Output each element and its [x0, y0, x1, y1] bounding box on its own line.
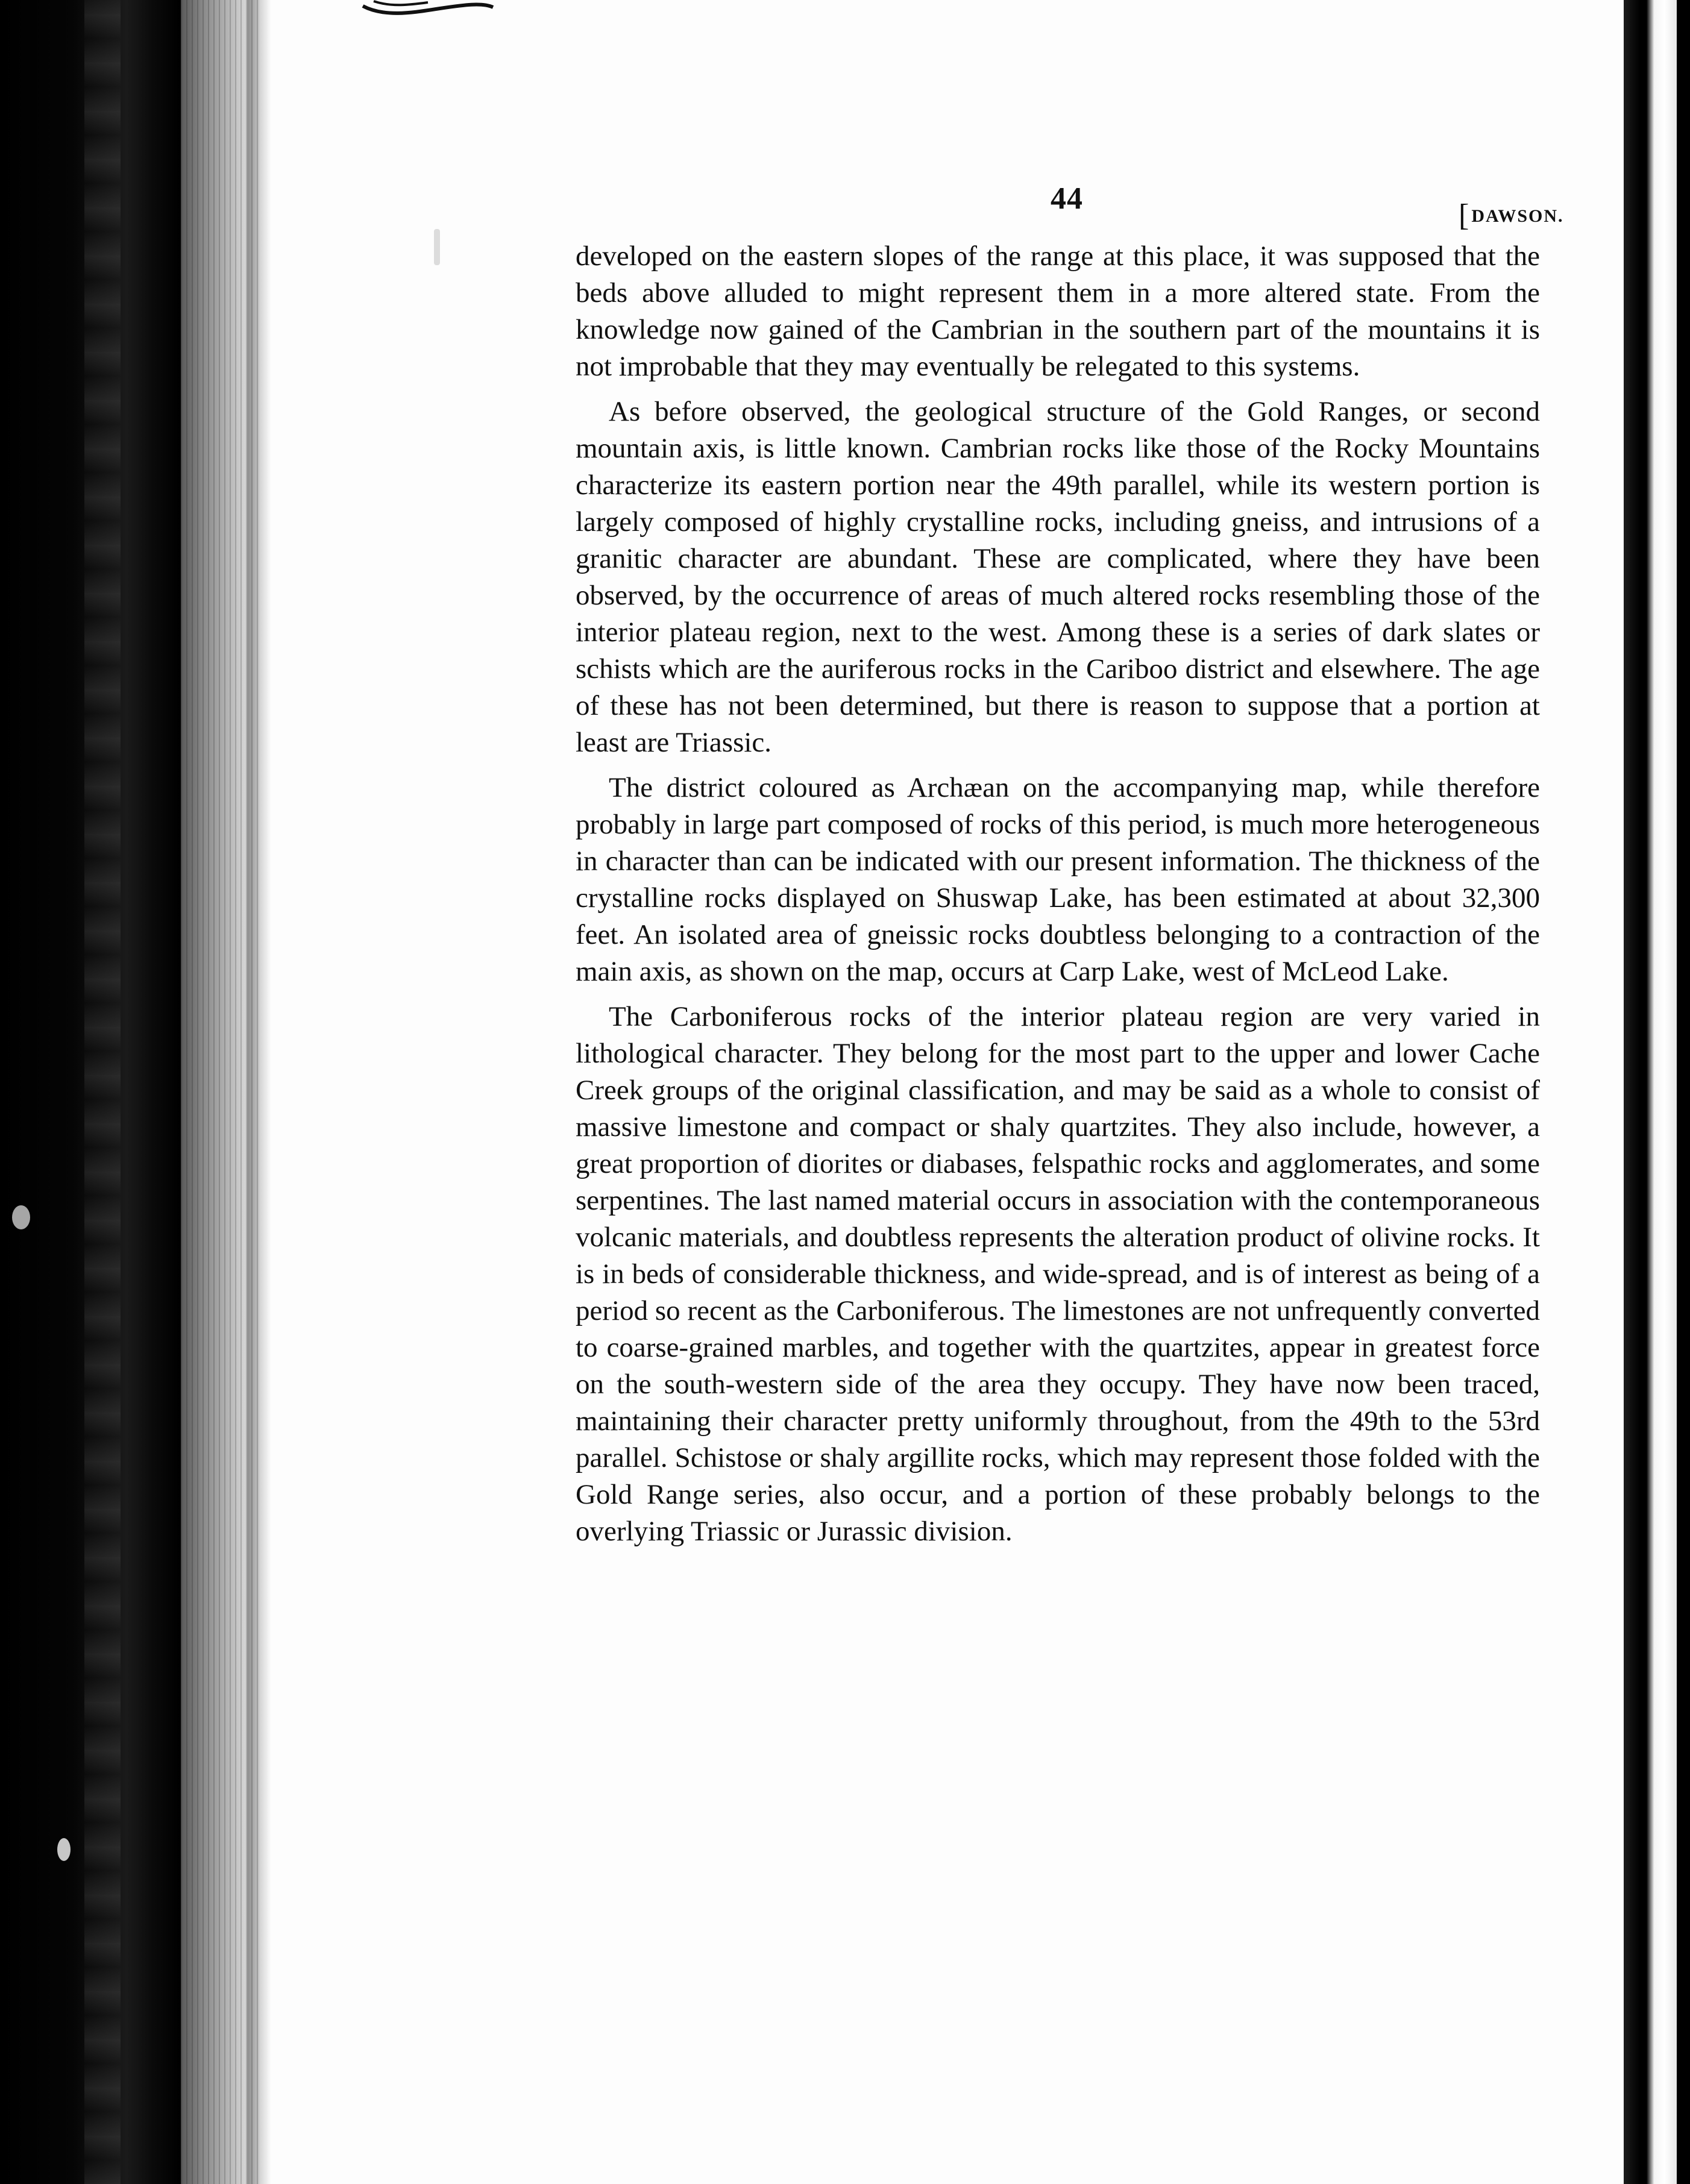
paragraph: developed on the eastern slopes of the range at this place, it was supposed that the beds above alluded to might represent them in a more altered state. From the knowledge now gained of the Cambrian in the southern part of the mountains it is not improbable that they may eventually be relegated to this systems. — [576, 240, 1540, 382]
bracket-glyph: [ — [1459, 198, 1471, 233]
body-text — [576, 238, 1540, 1558]
running-head-text: DAWSON. — [1471, 206, 1564, 226]
paragraph: The Carboniferous rocks of the interior plateau region are very varied in lithological character. They belong for the most part to the upper and lower Cache Creek groups of the original classification, and may be said as a whole to consist of massive limestone and compact or shaly quartzites. They also include, however, a great proportion of diorites or diabases, felspathic rocks and agglomerates, and some serpentines. The last named material occurs in association with the contemporaneous volcanic materials, and doubtless represents the alteration product of olivine rocks. It is in beds of considerable thickness, and wide-spread, and is of interest as being of a period so recent as the Carboniferous. The limestones are not unfrequently converted to coarse-grained marbles, and together with the quartzites, appear in greatest force on the south-western side of the area they occupy. They have now been traced, maintaining their character pretty uniformly throughout, from the 49th to the 53rd parallel. Schistose or shaly argillite rocks, which may represent those folded with the Gold Range series, also occur, and a portion of these probably belongs to the overlying Triassic or Jurassic division. — [576, 1001, 1540, 1547]
paper-speck — [434, 229, 440, 265]
gutter-shadow — [247, 0, 271, 2184]
stray-ink-mark — [362, 0, 494, 17]
paragraph: As before observed, the geological structure of the Gold Ranges, or second mountain axis, is little known. Cambrian rocks like those of the Rocky Mountains characterize its eastern portion near the 49th parallel, while its western portion is largely composed of highly crystalline rocks, including gneiss, and intrusions of a granitic character are abundant. These are complicated, where they have been observed, by the occurrence of areas of much altered rocks resembling those of the interior plateau region, next to the west. Among these is a series of dark slates or schists which are the auriferous rocks in the Cariboo district and elsewhere. The age of these has not been determined, but there is reason to suppose that a portion at least are Triassic. — [576, 396, 1540, 758]
page-number: 44 — [1051, 181, 1083, 216]
paragraph: The district coloured as Archæan on the accompanying map, while therefore probably in large part composed of rocks of this period, is much more heterogeneous in character than can be indicated with our present information. The thickness of the crystalline rocks displayed on Shuswap Lake, has been estimated at about 32,300 feet. An isolated area of gneissic rocks doubtless belonging to a contraction of the main axis, as shown on the map, occurs at Carp Lake, west of McLeod Lake. — [576, 772, 1540, 987]
running-head — [1459, 198, 1564, 233]
paper-speck — [12, 1205, 30, 1229]
binding-texture — [84, 0, 121, 2184]
next-page-strip — [1647, 0, 1677, 2184]
paper-speck — [57, 1838, 71, 1861]
